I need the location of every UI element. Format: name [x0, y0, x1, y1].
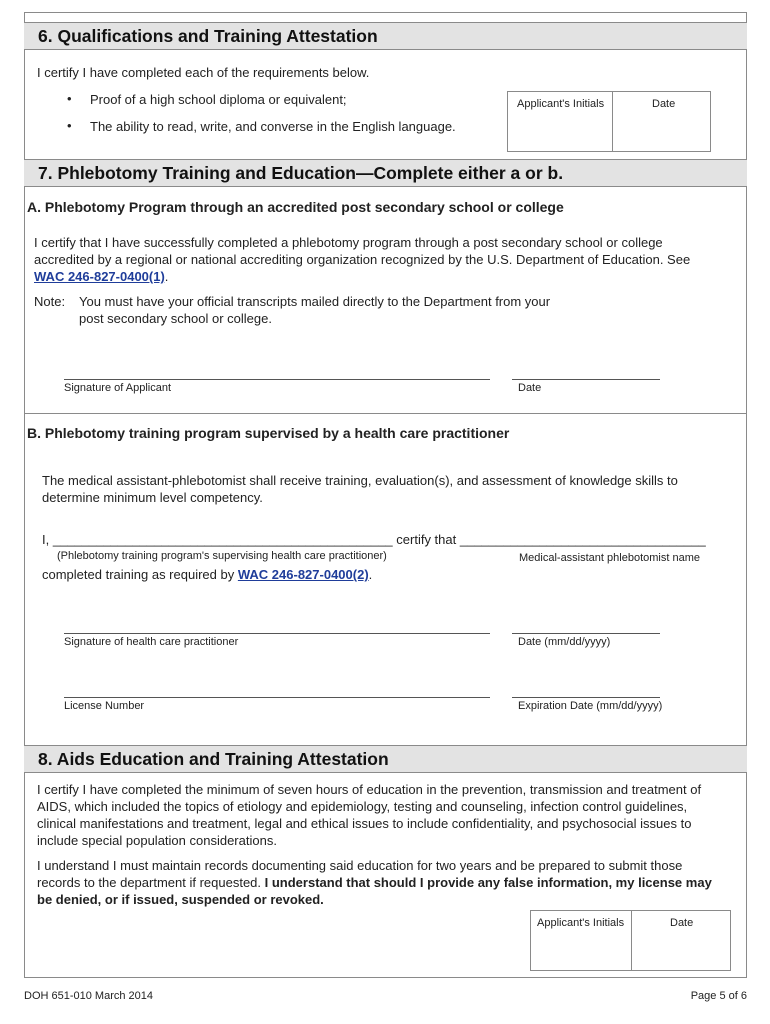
s6-bullet-1: Proof of a high school diploma or equivalent;: [90, 92, 347, 107]
s7a-date-line[interactable]: [512, 379, 660, 380]
s7b-sig-label: Signature of health care practitioner: [64, 636, 239, 648]
license-label: License Number: [64, 700, 145, 712]
expiration-date-line[interactable]: [512, 697, 660, 698]
s7b-heading: [27, 425, 509, 441]
section-6-header: 6. Qualifications and Training Attestation: [24, 22, 747, 50]
s7a-paragraph: I certify that I have successfully completed a phlebotomy program through a post secondary school or college accredited by a regional or national accrediting organization recognized by the U.S. Department of Education. See WAC 246-827-0400(1).: [34, 235, 691, 284]
s6-intro: I certify I have completed each of the requirements below.: [37, 65, 370, 80]
s7b-letter: B.: [27, 425, 41, 441]
section-8-header: 8. Aids Education and Training Attestation: [24, 745, 747, 773]
s7b-date-line[interactable]: [512, 633, 660, 634]
bullet-icon: •: [67, 118, 72, 133]
wac-link-1[interactable]: WAC 246-827-0400(1): [34, 269, 165, 284]
s6-bullet-2: The ability to read, write, and converse in the English language.: [90, 119, 456, 134]
wac-link-2[interactable]: WAC 246-827-0400(2): [237, 567, 369, 582]
s8-initials-label: Applicant's Initials: [537, 917, 625, 929]
section-7-header: 7. Phlebotomy Training and Education—Complete either a or b.: [24, 159, 747, 187]
bullet-icon: •: [67, 91, 72, 106]
phlebotomist-blank[interactable]: __________________________________: [459, 532, 706, 547]
s6-initials-label: Applicant's Initials: [517, 98, 605, 110]
s8-paragraph-2: I understand I must maintain records documenting said education for two years and be prepared to submit those records to the department if requested. I understand that should I provide any false information, my license may be denied, or if issued, suspended or revoked.: [37, 858, 712, 907]
divider: [24, 413, 747, 414]
s7a-sig-label: Signature of Applicant: [64, 382, 172, 394]
s8-initials-box[interactable]: [530, 910, 731, 971]
practitioner-blank[interactable]: _______________________________________________: [52, 532, 393, 547]
s7a-heading-text: Phlebotomy Program through an accredited post secondary school or college: [44, 199, 564, 215]
form-id: DOH 651-010 March 2014: [24, 990, 154, 1002]
s7a-letter: A.: [27, 199, 41, 215]
s7a-signature-line[interactable]: [64, 379, 490, 380]
s7b-certify-line: I, _______________________________________________ certify that __________________________________: [42, 532, 706, 547]
s7b-paragraph: The medical assistant-phlebotomist shall receive training, evaluation(s), and assessment of knowledge skills to determine minimum level competency.: [42, 473, 678, 505]
s6-initials-box[interactable]: [507, 91, 711, 152]
license-number-line[interactable]: [64, 697, 490, 698]
s7a-note-line1: You must have your official transcripts mailed directly to the Department from your: [79, 294, 551, 309]
s7b-caption-practitioner: (Phlebotomy training program's supervising health care practitioner): [57, 550, 387, 562]
s7a-date-label: Date: [518, 382, 542, 394]
s7b-heading-text: Phlebotomy training program supervised by a health care practitioner: [44, 425, 510, 441]
s7a-note-label: Note:: [34, 294, 66, 309]
s6-date-label: Date: [652, 98, 676, 110]
page-number: Page 5 of 6: [690, 990, 747, 1002]
s8-warning: I understand that should I provide any false information, my license may be denied, or if issued, suspended or revoked.: [37, 875, 712, 907]
expiration-label: Expiration Date (mm/dd/yyyy): [518, 700, 663, 712]
s7b-caption-phlebotomist: Medical-assistant phlebotomist name: [519, 552, 700, 564]
s8-date-label: Date: [670, 917, 694, 929]
s7b-completed-line: completed training as required by WAC 246-827-0400(2).: [42, 567, 373, 582]
s7a-heading: [27, 199, 564, 215]
s8-paragraph-1: I certify I have completed the minimum of seven hours of education in the prevention, transmission and treatment of AIDS, which included the topics of etiology and epidemiology, testing and counseling, infection control guidelines, clinical manifestations and treatment, legal and ethical issues to include confidentiality, and psychosocial issues to include special population considerations.: [37, 782, 702, 848]
s7b-date-label: Date (mm/dd/yyyy): [518, 636, 611, 648]
s7b-signature-line[interactable]: [64, 633, 490, 634]
s7a-note-line2: post secondary school or college.: [79, 311, 272, 326]
